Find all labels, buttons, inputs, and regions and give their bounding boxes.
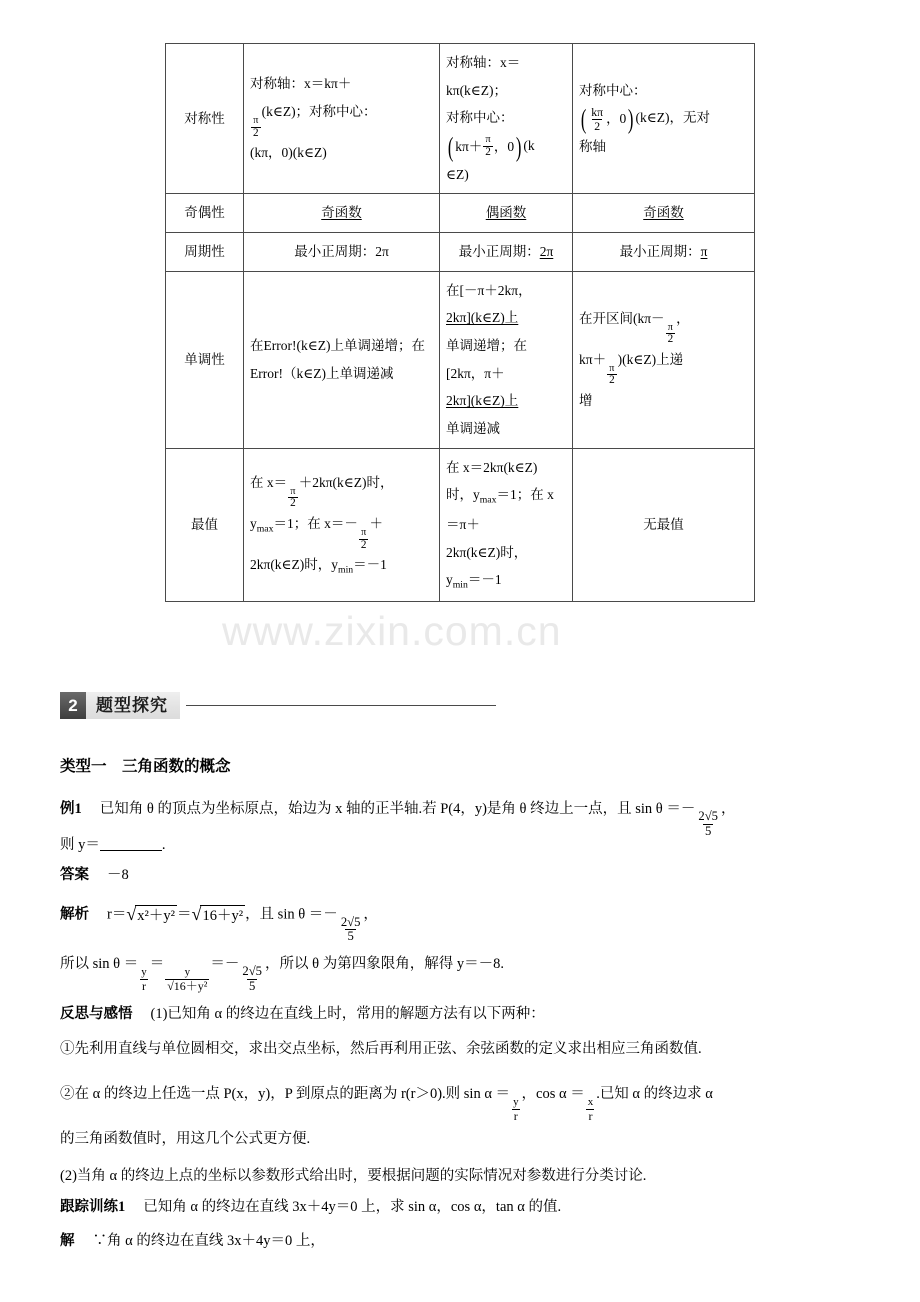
cell-monotonicity-cosine [440, 271, 573, 448]
fraction-numerator: y [141, 966, 147, 979]
text-fragment: ， [676, 310, 690, 326]
underlined-value: 2kπ](k∈Z)上 [446, 393, 519, 409]
fraction-numerator: y [513, 1096, 519, 1109]
text-fragment: ， [363, 906, 378, 923]
text-line [579, 305, 748, 346]
radicand: 16＋y² [200, 905, 245, 925]
text-fragment: ，0 [606, 111, 627, 127]
fraction-denominator: 2 [290, 497, 296, 510]
radicand: x²＋y² [135, 905, 177, 925]
text-fragment: 所以 sin θ ＝ [60, 956, 139, 972]
text-line: kπ(k∈Z)； [446, 82, 508, 98]
text-line [579, 346, 748, 387]
row-label-extremum: 最值 [166, 448, 244, 601]
text-line: 对称轴：x＝kπ＋ [250, 76, 352, 92]
text-fragment: ，cos α ＝ [521, 1086, 585, 1102]
fraction-numerator: π [485, 134, 491, 146]
cell-period-tangent [573, 233, 755, 272]
analysis-line-2 [60, 955, 504, 993]
cell-extremum-sine [244, 448, 440, 601]
example-line-2 [60, 836, 166, 854]
table-row [166, 233, 755, 272]
paren-right: ) [515, 130, 522, 162]
cell-symmetry-cosine [440, 44, 573, 194]
text-line: 在[－π＋2kπ， [446, 282, 532, 298]
paren-left: ( [447, 130, 454, 162]
fraction-numerator: 2√5 [242, 964, 263, 979]
cell-extremum-cosine [440, 448, 573, 601]
fraction [165, 967, 209, 992]
text-line: ＝π＋ [446, 517, 480, 533]
text-fragment: ＝ [177, 906, 192, 923]
text-fragment: ，0 [493, 139, 515, 155]
reflection-lead-line [60, 1005, 545, 1023]
answer-line [60, 866, 129, 884]
fraction [339, 916, 363, 944]
fraction-denominator: 5 [249, 978, 256, 993]
watermark: www.zixin.com.cn [222, 608, 562, 654]
text-fragment: 时，y [446, 487, 480, 503]
reflection-item-2 [60, 1085, 713, 1122]
answer-blank[interactable] [100, 850, 162, 851]
text-fragment: )(k∈Z)上递 [617, 351, 684, 367]
period-value: 2π [375, 244, 389, 260]
cell-parity-sine [244, 194, 440, 233]
text-line [446, 304, 566, 332]
fraction [511, 1097, 520, 1122]
text-line [250, 469, 433, 510]
radical-sign: √ [191, 904, 202, 924]
reflection-item-3: (2)当角 α 的终边上点的坐标以参数形式给出时，要根据问题的实际情况对参数进行分类讨论. [60, 1168, 647, 1184]
row-label-parity: 奇偶性 [166, 194, 244, 233]
reflection-item-1: ①先利用直线与单位圆相交，求出交点坐标，然后再利用正弦、余弦函数的定义求出相应三角函数值. [60, 1041, 702, 1057]
cell-symmetry-tangent [573, 44, 755, 194]
text-fragment: 最小正周期： [458, 244, 540, 260]
cell-parity-tangent [573, 194, 755, 233]
text-line: ∈Z) [446, 166, 469, 182]
fraction-numerator: π [290, 485, 296, 497]
text-fragment: ②在 α 的终边上任选一点 P(x，y)，P 到原点的距离为 r(r＞0).则 sin α ＝ [60, 1086, 511, 1102]
section-number-badge: 2 [60, 692, 86, 719]
text-line [250, 551, 433, 581]
practice-line [60, 1198, 561, 1216]
fraction-numerator: 2√5 [698, 809, 718, 824]
fraction-numerator: π [609, 362, 615, 374]
text-line: 在 x＝2kπ(k∈Z) [446, 459, 538, 475]
text-line: 单调递减 [446, 421, 500, 437]
fraction-numerator: kπ [591, 105, 604, 120]
text-fragment: 2kπ(k∈Z)时，y [250, 557, 339, 573]
example-text: 已知角 θ 的顶点为坐标原点，始边为 x 轴的正半轴.若 P(4，y)是角 θ 终边上一点，且 sin θ ＝－ [99, 801, 696, 817]
text-line [446, 566, 566, 596]
paren-right: ) [628, 103, 634, 135]
text-fragment: ＝－1 [353, 557, 387, 573]
square-root [192, 905, 246, 925]
fraction-numerator: π [361, 526, 367, 538]
text-line [579, 104, 748, 133]
text-fragment: ，所以 θ 为第四象限角，解得 y＝－8. [265, 956, 504, 972]
fraction-numerator: y [184, 966, 191, 979]
text-line: 单调递增；在 [446, 338, 527, 354]
underlined-value: 奇函数 [643, 205, 684, 221]
text-line [446, 481, 566, 511]
square-root [126, 905, 177, 925]
text-fragment: 最小正周期： [619, 244, 701, 260]
cell-monotonicity-sine [244, 271, 440, 448]
period-value: π [700, 244, 708, 260]
cell-extremum-tangent: 无最值 [573, 448, 755, 601]
text-fragment: ＋ [369, 516, 383, 532]
text-fragment: ＝1；在 x [496, 487, 554, 503]
text-fragment: ∵角 α 的终边在直线 3x＋4y＝0 上， [92, 1233, 325, 1249]
fraction [586, 1097, 595, 1122]
text-fragment: . [161, 837, 166, 853]
fraction-denominator: √16＋y² [167, 978, 208, 993]
section-rule-line [186, 705, 496, 706]
text-fragment: 在 x＝ [250, 474, 288, 490]
practice-label: 跟踪训练1 [60, 1199, 126, 1215]
fraction-denominator: r [141, 978, 146, 993]
text-fragment: ＝1；在 x＝－ [273, 516, 358, 532]
table-row [166, 194, 755, 233]
fraction-denominator: 2 [609, 374, 615, 387]
period-value: 2π [539, 244, 554, 260]
fraction-denominator: 2 [253, 126, 259, 139]
row-label-period: 周期性 [166, 233, 244, 272]
fraction-denominator: 2 [667, 333, 674, 346]
text-fragment: kπ＋ [579, 351, 607, 367]
text-fragment: 已知角 α 的终边在直线 3x＋4y＝0 上，求 sin α，cos α，tan α 的值. [143, 1199, 562, 1215]
trig-properties-table [165, 43, 755, 602]
fraction-denominator: 5 [347, 929, 354, 944]
fraction-denominator: 2 [594, 118, 601, 133]
answer-label: 答案 [60, 867, 89, 883]
row-label-symmetry: 对称性 [166, 44, 244, 194]
cell-symmetry-sine [244, 44, 440, 194]
text-line: [2kπ，π＋ [446, 365, 505, 381]
underlined-value: 偶函数 [485, 205, 527, 221]
underlined-value: 2kπ](k∈Z)上 [446, 310, 519, 326]
type-heading: 类型一 三角函数的概念 [60, 758, 231, 775]
text-fragment: y [446, 572, 453, 588]
paren-left: ( [580, 103, 587, 135]
underlined-value: 奇函数 [321, 205, 362, 221]
fraction-denominator: r [588, 1108, 593, 1123]
fraction-denominator: 2 [360, 538, 367, 551]
fraction-numerator: 2√5 [340, 914, 361, 929]
text-fragment: kπ＋ [455, 139, 483, 155]
text-fragment: y [250, 516, 257, 532]
text-fragment: (k [523, 138, 535, 154]
text-line [250, 510, 433, 551]
analysis-label: 解析 [60, 906, 89, 923]
text-line: 称轴 [579, 139, 606, 155]
text-line: 2kπ(k∈Z)时， [446, 544, 528, 560]
subscript: min [452, 580, 468, 592]
solution-label: 解 [60, 1233, 75, 1249]
table-row [166, 44, 755, 194]
text-fragment: ，且 sin θ ＝－ [245, 906, 338, 923]
cell-period-cosine [440, 233, 573, 272]
subscript: max [256, 523, 274, 535]
text-line [250, 98, 433, 139]
fraction-numerator: π [253, 114, 259, 126]
cell-monotonicity-tangent [573, 271, 755, 448]
fraction-denominator: 5 [705, 823, 712, 838]
text-fragment: 则 y＝ [60, 837, 100, 853]
big-parenthesis-group [446, 130, 523, 162]
text-fragment: r＝ [107, 906, 127, 923]
example-line-1 [60, 800, 735, 838]
text-fragment: .已知 α 的终边求 α [596, 1086, 713, 1102]
text-fragment: 在Error!(k∈Z)上单调递增；在Error!（k∈Z)上单调递减 [250, 338, 425, 381]
fraction [240, 965, 264, 993]
text-fragment: (1)已知角 α 的终边在直线上时，常用的解题方法有以下两种： [150, 1006, 545, 1022]
text-fragment: (k∈Z)，无对 [635, 110, 711, 126]
fraction-denominator: 2 [485, 145, 491, 158]
text-fragment: ＝－ [210, 956, 240, 972]
answer-value: －8 [107, 867, 129, 883]
big-parenthesis-group [579, 105, 636, 133]
text-fragment: ＝－1 [467, 572, 502, 588]
text-line: 对称中心： [579, 82, 647, 98]
subscript: max [479, 495, 497, 507]
fraction [696, 810, 720, 838]
text-fragment: 在开区间(kπ－ [579, 310, 665, 326]
reflection-label: 反思与感悟 [60, 1006, 133, 1022]
text-line: 对称中心： [446, 110, 514, 126]
cell-parity-cosine [440, 194, 573, 233]
text-line [446, 387, 566, 415]
text-fragment: ＝ [149, 956, 165, 972]
text-line [446, 132, 566, 161]
table-row [166, 271, 755, 448]
fraction-denominator: r [513, 1108, 518, 1123]
text-fragment: 最小正周期： [294, 244, 376, 260]
cell-period-sine [244, 233, 440, 272]
solution-line [60, 1232, 325, 1250]
reflection-item-2-cont: 的三角函数值时，用这几个公式更方便. [60, 1131, 311, 1147]
subscript: min [338, 565, 354, 577]
text-fragment: ， [720, 801, 736, 817]
radical-sign: √ [126, 904, 137, 924]
fraction-numerator: π [667, 321, 673, 333]
section-header [60, 692, 500, 722]
table-row [166, 448, 755, 601]
text-line: (kπ，0)(k∈Z) [250, 145, 327, 161]
fraction [139, 967, 148, 992]
text-fragment: (k∈Z)；对称中心： [261, 104, 377, 120]
text-line: 对称轴：x＝ [446, 55, 521, 70]
row-label-monotonicity: 单调性 [166, 271, 244, 448]
section-title: 题型探究 [96, 696, 168, 715]
text-fragment: ＋2kπ(k∈Z)时， [298, 474, 394, 490]
fraction-numerator: x [587, 1096, 594, 1109]
text-line: 增 [579, 393, 593, 409]
analysis-line-1 [60, 905, 378, 943]
example-label: 例1 [60, 801, 82, 817]
